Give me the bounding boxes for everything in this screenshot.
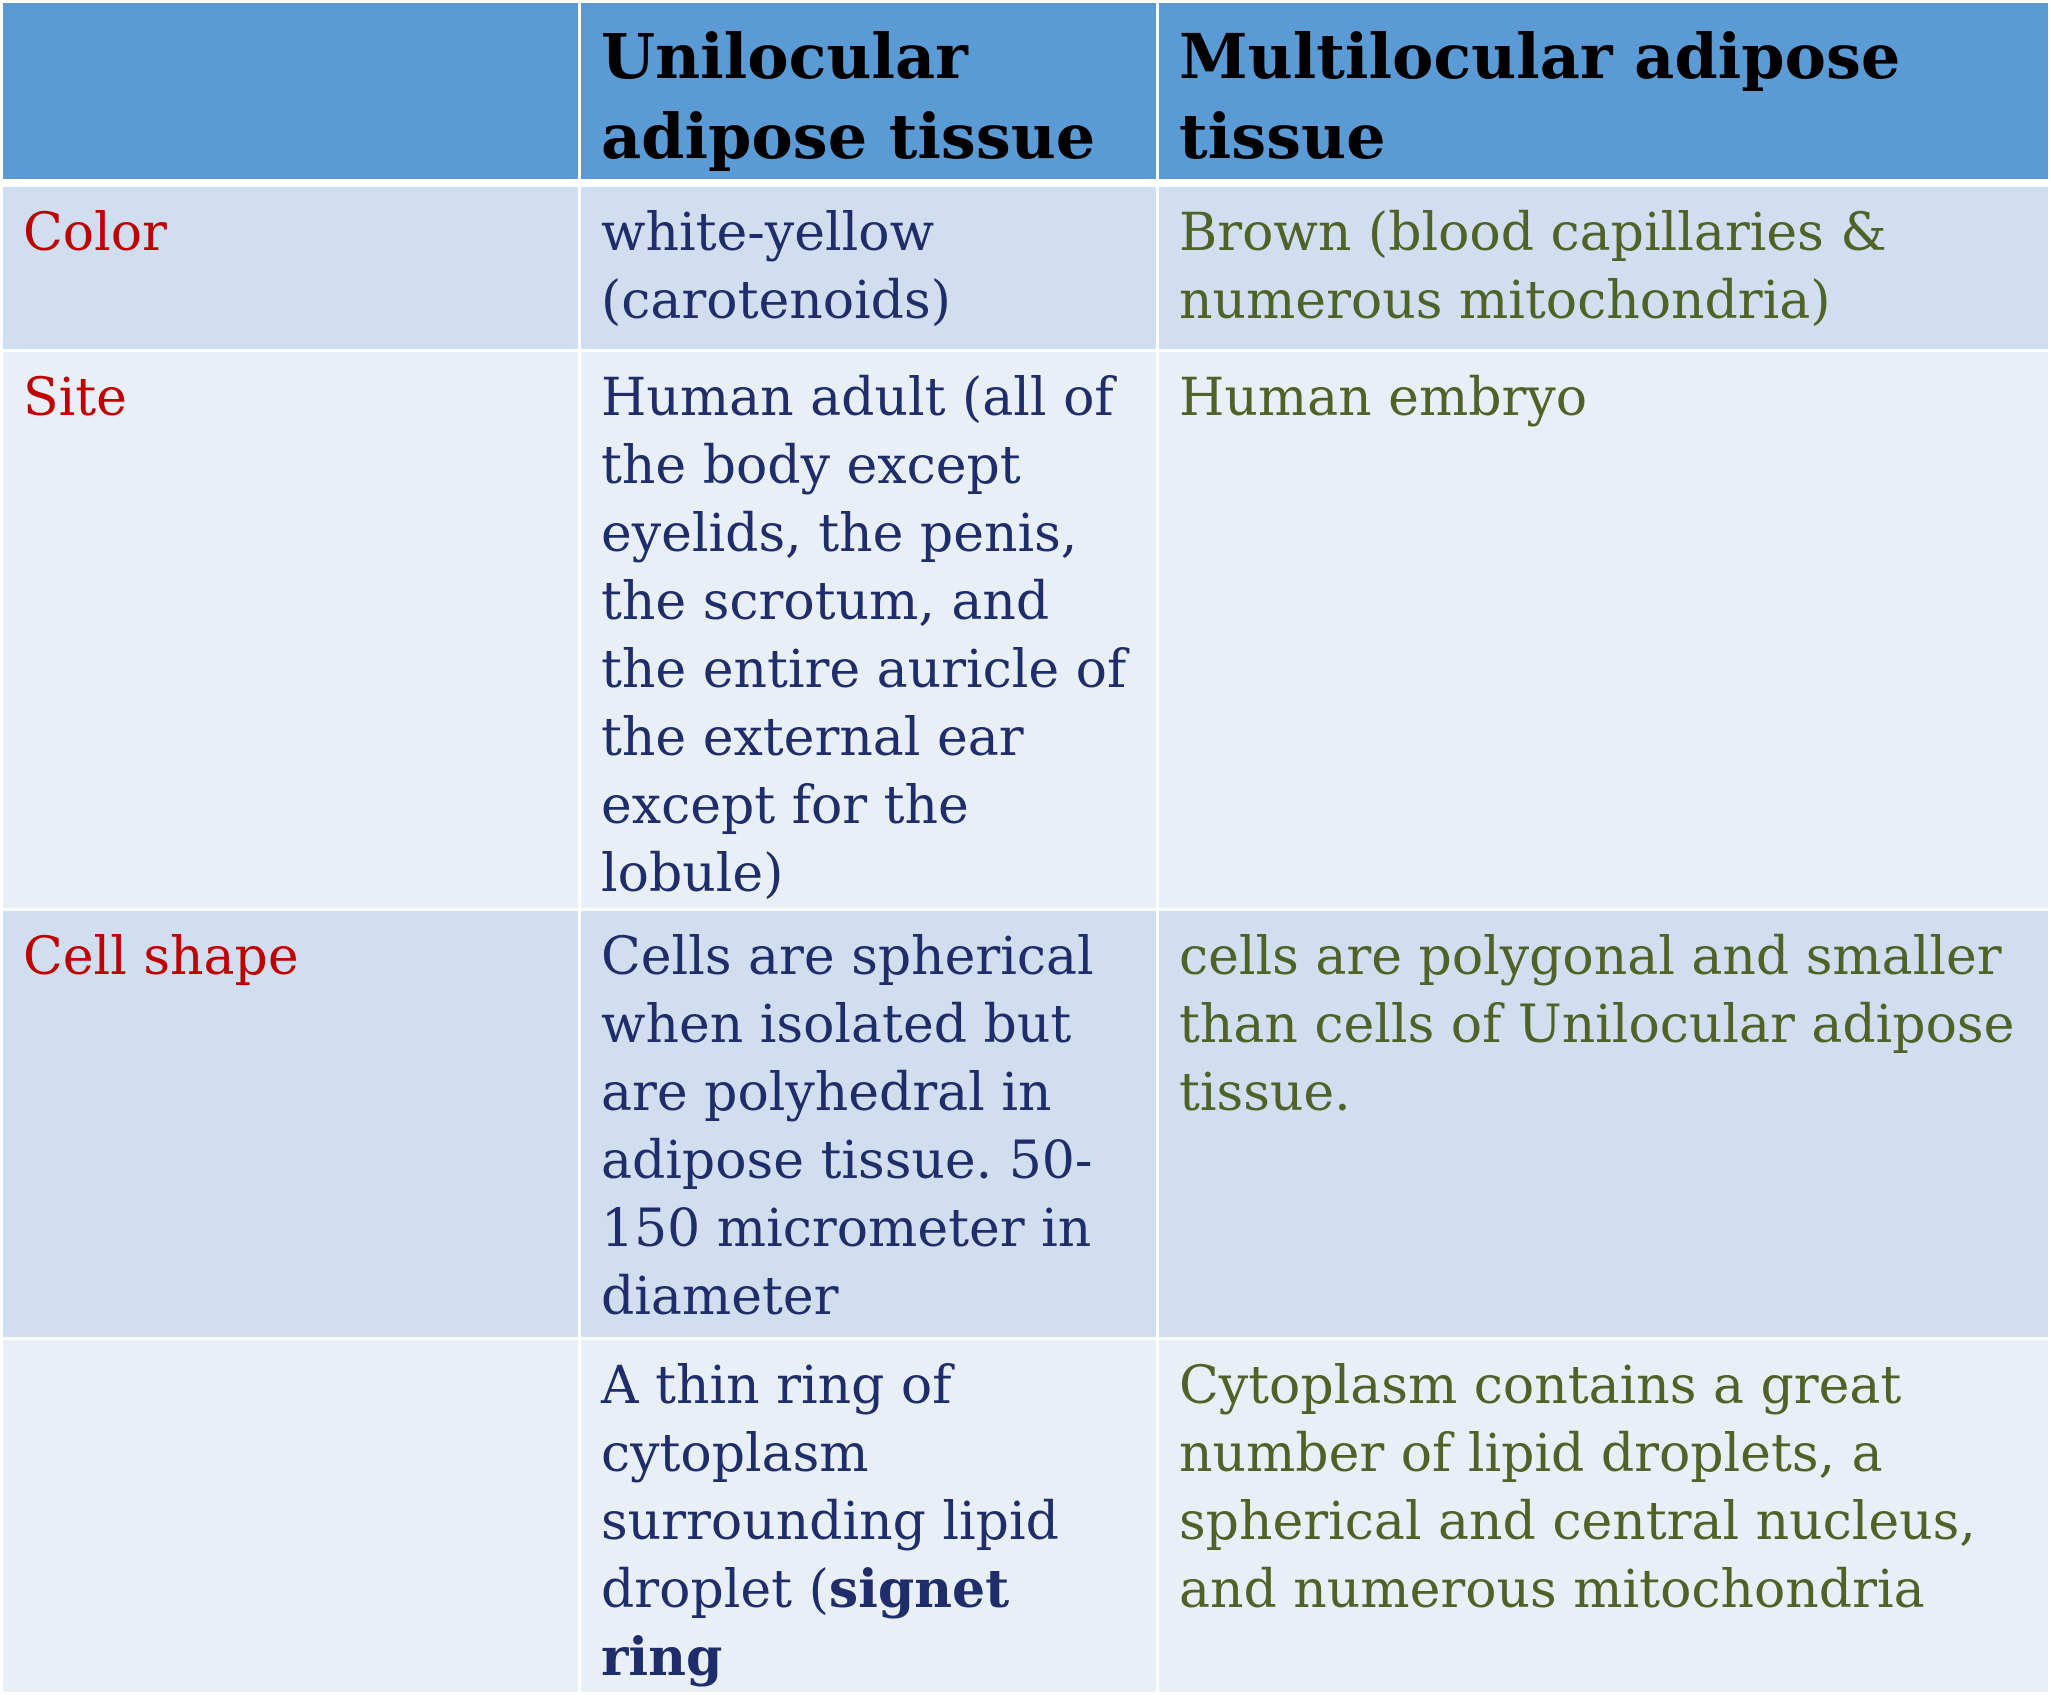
table-row-cytoplasm [2, 1339, 2050, 1694]
multilocular-cell: Cytoplasm contains a great number of lipid droplets, a spherical and central nucleus, and numerous mitochondria [1158, 1339, 2050, 1694]
row-label: Cell shape [2, 910, 580, 1339]
header-multilocular: Multilocular adipose tissue [1158, 2, 2050, 183]
row-label [2, 1339, 580, 1694]
header-cell-empty [2, 2, 580, 183]
unilocular-text: A thin ring of cytoplasm surrounding lipid droplet ( [601, 1356, 1059, 1620]
table-row-color [2, 183, 2050, 351]
unilocular-cell: white-yellow (carotenoids) [580, 183, 1158, 351]
row-label: Color [2, 183, 580, 351]
header-unilocular: Unilocular adipose tissue [580, 2, 1158, 183]
multilocular-cell: Human embryo [1158, 351, 2050, 910]
unilocular-cell: Cells are spherical when isolated but are polyhedral in adipose tissue. 50-150 micrometer in diameter [580, 910, 1158, 1339]
table-header-row [2, 2, 2050, 183]
table-row-site [2, 351, 2050, 910]
unilocular-cell: Human adult (all of the body except eyelids, the penis, the scrotum, and the entire auricle of the external ear except for the lobule) [580, 351, 1158, 910]
table-row-cell-shape [2, 910, 2050, 1339]
row-label: Site [2, 351, 580, 910]
multilocular-cell: cells are polygonal and smaller than cells of Unilocular adipose tissue. [1158, 910, 2050, 1339]
signet-ring-term: signet ring [601, 1559, 1010, 1688]
unilocular-cell [580, 1339, 1158, 1694]
multilocular-cell: Brown (blood capillaries & numerous mitochondria) [1158, 183, 2050, 351]
